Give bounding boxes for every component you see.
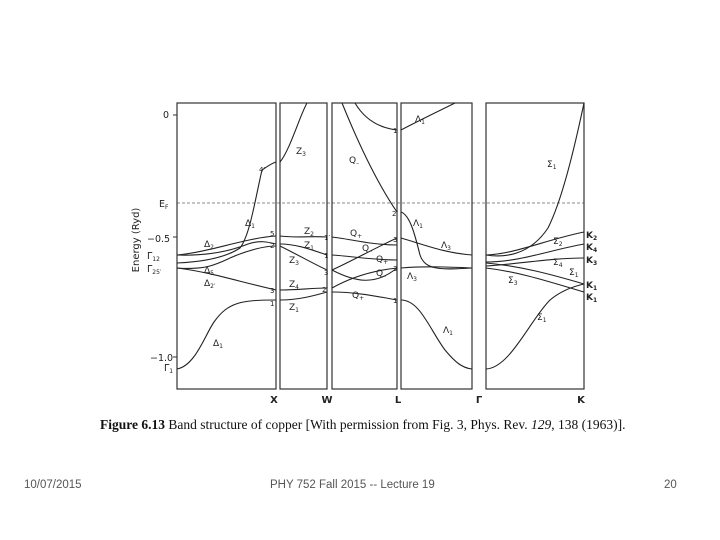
band-curves [177,103,584,369]
label-gamma-12: $\Gamma_{12}$ [147,251,160,263]
label-l-3-a: 3 [393,236,398,244]
footer-page-number: 20 [664,479,677,491]
label-l-1-bottom: 1 [393,297,398,305]
label-l-2p: 2′ [392,210,399,218]
panel-gamma-x [177,103,276,389]
label-delta2: $\Delta_2$ [204,240,214,251]
band-xw-6 [280,292,327,300]
label-delta5: $\Delta_5$ [204,266,214,277]
caption-text-after: , 138 (1963)]. [551,417,626,432]
label-w: W [321,395,333,406]
label-x-4p: 4′ [259,166,266,174]
label-sigma1-mid: $\Sigma_1$ [569,268,579,279]
label-q5: $Q_+$ [352,291,365,302]
band-gx-4 [177,268,276,290]
label-x-5: 5 [270,230,275,238]
label-l: L [394,395,402,406]
caption-label: Figure 6.13 [100,417,165,432]
label-z1-a: $Z_1$ [304,241,314,252]
label-lambda3-a: $\Lambda_3$ [441,241,451,252]
panel-l-gamma [401,103,472,389]
label-sigma2: $\Sigma_2$ [553,237,563,248]
label-w-1p: 1′ [324,234,331,242]
band-wl-5 [332,268,397,288]
band-xw-5 [280,288,327,290]
label-l-1-top: 1 [393,127,398,135]
label-delta1-top: $\Delta_1$ [245,219,255,230]
tick-ef: $E_F$ [159,199,169,211]
label-sigma1-top: $\Sigma_1$ [547,160,557,171]
label-q2: $Q_-$ [362,244,373,255]
tick-minus-0-5: −0.5 [147,234,171,245]
band-gk-7 [486,284,584,369]
label-k4: $K_4$ [586,243,598,254]
footer-date: 10/07/2015 [24,479,82,491]
label-x-3: 3 [270,287,275,295]
label-sigma3: $\Sigma_3$ [508,276,518,287]
label-q-top: $Q_-$ [349,156,360,167]
label-w-1: 1 [324,252,329,260]
label-lambda1-bottom: $\Lambda_1$ [443,326,453,337]
band-lg-1 [401,103,455,130]
tick-minus-1-0: −1.0 [150,353,174,364]
label-sigma1-bottom: $\Sigma_1$ [537,313,547,324]
label-q1: $Q_+$ [350,229,363,240]
label-x: X [270,395,278,406]
label-k1-a: $K_1$ [586,281,598,292]
label-lambda1-top: $\Lambda_1$ [415,115,425,126]
x-axis-labels [270,395,586,406]
band-lg-3 [401,238,472,255]
label-z3: $Z_3$ [289,256,299,267]
band-lg-2 [401,212,472,269]
label-z2: $Z_2$ [304,227,314,238]
caption-text-before: Band structure of copper [With permission from Fig. 3, Phys. Rev. [165,417,532,432]
caption-volume: 129 [531,417,552,432]
k-labels [586,231,597,304]
band-lg-5 [401,300,472,369]
label-x-2: 2 [270,242,275,250]
label-gamma-25: $\Gamma_{25'}$ [147,264,162,276]
band-wl-6 [332,292,397,300]
band-gx-delta1-low [177,300,276,369]
label-sigma4: $\Sigma_4$ [553,258,563,269]
label-z3-top: $Z_3$ [296,147,306,158]
footer-title: PHY 752 Fall 2015 -- Lecture 19 [270,479,435,491]
band-wl-top [355,103,397,130]
label-w-3: 3 [324,269,329,277]
y-tick-labels [147,110,173,375]
band-gx-1 [177,236,276,255]
label-w-2p: 2′ [322,286,329,294]
tick-zero: 0 [163,110,170,121]
y-tick-marks [173,115,177,357]
label-delta1-bottom: $\Delta_1$ [213,339,223,350]
label-k2: $K_2$ [586,231,598,242]
label-q3: $Q_+$ [376,255,389,266]
label-z4: $Z_4$ [289,280,299,291]
panel-gamma-k [486,103,584,389]
label-gamma-1: $\Gamma_1$ [164,363,174,375]
band-gk-1 [486,103,584,256]
label-x-1: 1 [270,300,275,308]
band-gx-3 [177,246,276,268]
label-delta2-prime: $\Delta_{2'}$ [204,279,216,290]
label-z1-b: $Z_1$ [289,303,299,314]
label-gamma: Γ [475,395,483,406]
label-l-3-b: 3 [393,265,398,273]
label-lambda3-b: $\Lambda_3$ [407,272,417,283]
label-q4: $Q_-$ [376,269,387,280]
figure-caption [100,417,680,433]
label-k1-b: $K_1$ [586,293,598,304]
y-axis-label: Energy (Ryd) [131,207,142,273]
label-k: K [577,395,585,406]
band-labels [204,115,579,350]
label-k3: $K_3$ [586,256,598,267]
label-lambda1-mid: $\Lambda_1$ [413,219,423,230]
